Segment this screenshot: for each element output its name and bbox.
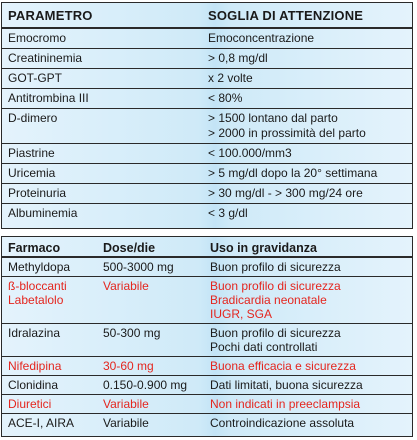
threshold-cell xyxy=(202,109,412,144)
use-cell xyxy=(204,414,412,433)
use-cell-line: Pochi dati controllati xyxy=(210,340,318,354)
threshold-cell xyxy=(202,89,412,109)
table-row xyxy=(2,414,412,433)
table-row xyxy=(2,144,412,164)
dose-cell-line: 50-300 mg xyxy=(103,326,161,340)
parameter-cell: Albuminemia xyxy=(8,206,78,220)
table-row xyxy=(2,277,412,324)
drug-cell-line: Clonidina xyxy=(8,378,59,392)
header-use: Uso in gravidanza xyxy=(210,241,317,255)
drug-table xyxy=(2,237,412,432)
drug-table-panel xyxy=(1,236,413,437)
use-cell-line: Bradicardia neonatale xyxy=(210,293,327,307)
threshold-cell xyxy=(202,49,412,69)
use-cell xyxy=(204,277,412,324)
parameter-cell: GOT-GPT xyxy=(8,71,62,85)
use-cell xyxy=(204,395,412,414)
use-cell-line: Controindicazione assoluta xyxy=(210,416,355,430)
use-cell-line: Dati limitati, buona sicurezza xyxy=(210,378,363,392)
threshold-cell-line: > 5 mg/dl dopo la 20° settimana xyxy=(208,166,378,180)
threshold-cell-line: > 1500 lontano dal parto xyxy=(208,111,338,125)
dose-cell-line: 0.150-0.900 mg xyxy=(103,378,188,392)
drug-cell-line: Idralazina xyxy=(8,326,61,340)
attention-threshold-table xyxy=(1,2,413,229)
use-cell-line: IUGR, SGA xyxy=(210,307,273,321)
table-row xyxy=(2,376,412,395)
table-row xyxy=(2,395,412,414)
dose-cell xyxy=(97,257,204,277)
drug-cell-line: Labetalolo xyxy=(8,293,64,307)
threshold-cell-line: < 100.000/mm3 xyxy=(208,146,292,160)
dose-cell xyxy=(97,277,204,324)
drug-cell-line: Nifedipina xyxy=(8,359,62,373)
use-cell xyxy=(204,257,412,277)
header-dose: Dose/die xyxy=(103,241,156,255)
drug-cell-line: Diuretici xyxy=(8,397,52,411)
drug-cell xyxy=(2,395,97,414)
threshold-cell-line: > 30 mg/dl - > 300 mg/24 ore xyxy=(208,186,363,200)
dose-cell-line: 30-60 mg xyxy=(103,359,154,373)
dose-cell xyxy=(97,324,204,357)
header-parameter: PARAMETRO xyxy=(8,7,93,23)
threshold-cell-line: > 0,8 mg/dl xyxy=(208,51,268,65)
threshold-cell xyxy=(202,144,412,164)
parameter-cell: Antitrombina III xyxy=(8,91,89,105)
parameter-cell: Creatininemia xyxy=(8,51,83,65)
table-row xyxy=(2,109,412,144)
use-cell-line: Buona efficacia e sicurezza xyxy=(210,359,356,373)
dose-cell xyxy=(97,357,204,376)
threshold-cell-line: Emoconcentrazione xyxy=(208,31,315,45)
drug-cell-line: Methyldopa xyxy=(8,260,71,274)
threshold-cell-line: < 3 g/dl xyxy=(208,206,248,220)
dose-cell-line: Variabile xyxy=(103,397,149,411)
threshold-cell-line: x 2 volte xyxy=(208,71,253,85)
use-cell-line: Non indicati in preeclampsia xyxy=(210,397,361,411)
threshold-cell xyxy=(202,204,412,224)
threshold-cell xyxy=(202,28,412,49)
use-cell-line: Buon profilo di sicurezza xyxy=(210,279,341,293)
use-cell xyxy=(204,376,412,395)
table-row xyxy=(2,69,412,89)
threshold-cell xyxy=(202,184,412,204)
table-row xyxy=(2,324,412,357)
dose-cell-line: 500-3000 mg xyxy=(103,260,174,274)
table-row xyxy=(2,28,412,49)
use-cell-line: Buon profilo di sicurezza xyxy=(210,260,341,274)
header-drug: Farmaco xyxy=(8,241,61,255)
attention-table xyxy=(2,3,412,223)
table-row xyxy=(2,204,412,224)
use-cell xyxy=(204,324,412,357)
parameter-cell: Emocromo xyxy=(8,31,67,45)
drug-cell xyxy=(2,324,97,357)
drug-cell xyxy=(2,257,97,277)
parameter-cell: Piastrine xyxy=(8,146,55,160)
table-row xyxy=(2,89,412,109)
dose-cell xyxy=(97,376,204,395)
drug-cell-line: ß-bloccanti xyxy=(8,279,67,293)
threshold-cell xyxy=(202,69,412,89)
attention-table-header xyxy=(2,3,412,28)
table-row xyxy=(2,184,412,204)
dose-cell xyxy=(97,395,204,414)
threshold-cell-line: > 2000 in prossimità del parto xyxy=(208,126,366,140)
use-cell xyxy=(204,357,412,376)
dose-cell-line: Variabile xyxy=(103,416,149,430)
parameter-cell: Proteinuria xyxy=(8,186,67,200)
drug-cell xyxy=(2,277,97,324)
drug-cell xyxy=(2,414,97,433)
drug-table-header xyxy=(2,237,412,257)
drug-cell xyxy=(2,357,97,376)
threshold-cell-line: < 80% xyxy=(208,91,243,105)
parameter-cell: D-dimero xyxy=(8,111,58,125)
drug-cell xyxy=(2,376,97,395)
table-row xyxy=(2,357,412,376)
use-cell-line: Buon profilo di sicurezza xyxy=(210,326,341,340)
threshold-cell xyxy=(202,164,412,184)
table-row xyxy=(2,257,412,277)
parameter-cell: Uricemia xyxy=(8,166,56,180)
dose-cell xyxy=(97,414,204,433)
dose-cell-line: Variabile xyxy=(103,279,149,293)
table-row xyxy=(2,164,412,184)
table-row xyxy=(2,49,412,69)
drug-cell-line: ACE-I, AIRA xyxy=(8,416,75,430)
header-threshold: SOGLIA DI ATTENZIONE xyxy=(208,7,364,23)
